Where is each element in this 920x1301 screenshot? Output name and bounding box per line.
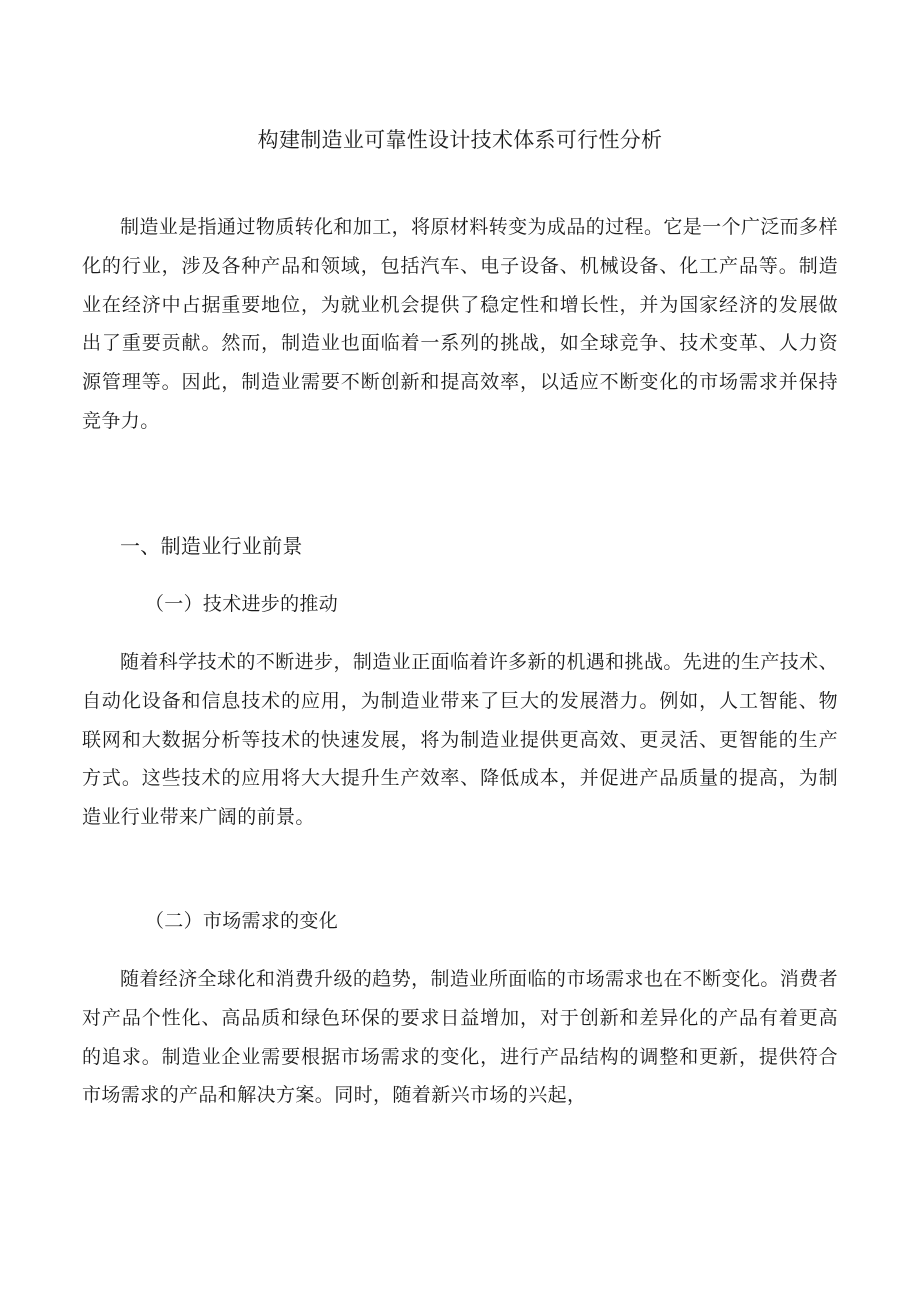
subsection-heading-1: （一）技术进步的推动	[145, 593, 339, 615]
intro-paragraph: 制造业是指通过物质转化和加工，将原材料转变为成品的过程。它是一个广泛而多样化的行业，涉及各种产品和领域，包括汽车、电子设备、机械设备、化工产品等。制造业在经济中占据重要地位，为就业机会提供了稳定性和增长性，并为国家经济的发展做出了重要贡献。然而，制造业也面临着一系列的挑战，如全球竞争、技术变革、人力资源管理等。因此，制造业需要不断创新和提高效率，以适应不断变化的市场需求并保持竞争力。	[82, 216, 838, 432]
subsection-1-paragraph: 随着科学技术的不断进步，制造业正面临着许多新的机遇和挑战。先进的生产技术、自动化设备和信息技术的应用，为制造业带来了巨大的发展潜力。例如，人工智能、物联网和大数据分析等技术的快速发展，将为制造业提供更高效、更灵活、更智能的生产方式。这些技术的应用将大大提升生产效率、降低成本，并促进产品质量的提高，为制造业行业带来广阔的前景。	[82, 651, 838, 829]
document-title: 构建制造业可靠性设计技术体系可行性分析	[257, 128, 663, 152]
section-heading-1: 一、制造业行业前景	[120, 534, 303, 558]
subsection-2-paragraph: 随着经济全球化和消费升级的趋势，制造业所面临的市场需求也在不断变化。消费者对产品个性化、高品质和绿色环保的要求日益增加，对于创新和差异化的产品有着更高的追求。制造业企业需要根据市场需求的变化，进行产品结构的调整和更新，提供符合市场需求的产品和解决方案。同时，随着新兴市场的兴起，	[82, 968, 838, 1107]
subsection-heading-2: （二）市场需求的变化	[145, 910, 339, 932]
